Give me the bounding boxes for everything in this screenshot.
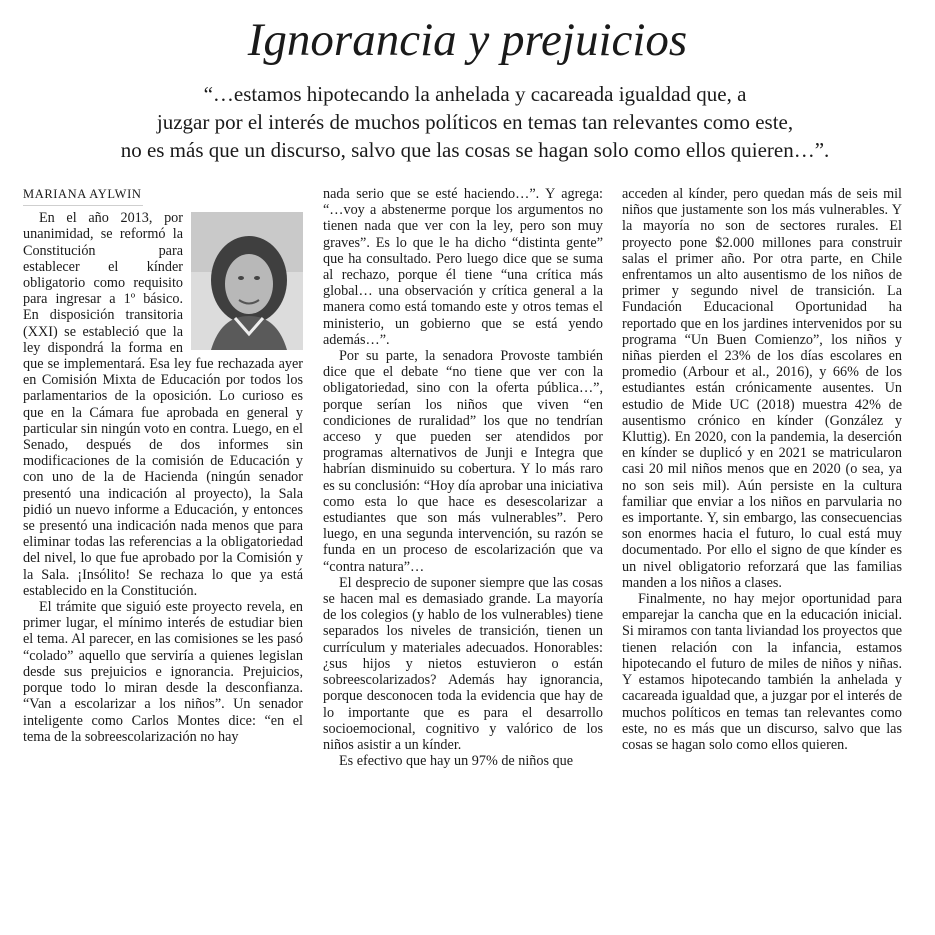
paragraph: En el año 2013, por unanimidad, se reformó la Constitución para establecer el kínder obligatorio como requisito para ingresar a 1º básico. En disposición transitoria (XXI) se estableció que la ley dispondrá la forma en que se implementará. Esa ley fue rechazada ayer en Comisión Mixta de Educación por todos los parlamentarios de la oposición. Lo curioso es que en la Cámara fue aprobada en general y particular sin ningún voto en contra. Luego, en el Senado, después de dos informes sin modificaciones de la comisión de Educación y con uno de la de Hacienda (ningún senador presentó una indicación al proyecto), la Sala pidió un nuevo informe a Educación, y entonces se presentó una indicación nada menos que para eliminar todas las referencias a la obligatoriedad del nivel, lo que fue aprobado por la Comisión y la Sala. ¡Insólito! Se rechaza lo que ya está establecido en la Constitución.: [23, 210, 303, 599]
pull-quote-line: juzgar por el interés de muchos políticos en temas tan relevantes como este,: [156, 110, 794, 134]
pull-quote-line: “…estamos hipotecando la anhelada y cacareada igualdad que, a: [203, 82, 747, 106]
author-byline: MARIANA AYLWIN: [23, 186, 143, 206]
author-photo: [191, 212, 303, 350]
paragraph: El desprecio de suponer siempre que las cosas se hacen mal es demasiado grande. La mayoría de los colegios (y hablo de los vulnerables) tiene separados los niveles de transición, tienen un currículum y materiales adecuados. Honorables: ¿sus hijos y nietos estuvieron o están sobreescolarizados? Además hay ignorancia, porque desconocen toda la evidencia que hay de lo importante que es para el desarrollo socioemocional, cognitivo y valórico de los niños asistir a un kínder.: [323, 574, 603, 753]
paragraph: Es efectivo que hay un 97% de niños que: [339, 753, 574, 770]
article-column-3: [622, 186, 902, 753]
article-column-2: [323, 186, 603, 769]
paragraph: El trámite que siguió este proyecto revela, en primer lugar, el mínimo interés de estudiar bien el tema. Al parecer, en las comisiones se les pasó “colado” aquello que serviría a quienes legislan desde sus prejuicios e ignorancia. Prejuicios, porque todo lo miran desde la desconfianza. “Van a escolarizar a los niños”. Un senador inteligente como Carlos Montes dice: “en el tema de la sobreescolarización no hay: [23, 599, 303, 745]
author-portrait-icon: [191, 212, 303, 350]
pull-quote-line: no es más que un discurso, salvo que las cosas se hagan solo como ellos quieren…”.: [120, 138, 830, 162]
paragraph: acceden al kínder, pero quedan más de seis mil niños que justamente son los más vulnerables. Y la mayoría no son de sectores rurales. El proyecto pone $2.000 millones para construir salas el primer año. Por otra parte, en Chile enfrentamos un alto ausentismo de los niños de primer y segundo nivel de transición. La Fundación Educacional Oportunidad ha reportado que en los jardines intervenidos por su programa “Un Buen Comienzo”, los niños y niñas pierden el 23% de los días escolares en promedio (Arbour et al., 2016), y 66% de los estudiantes están crónicamente ausentes. Un estudio de Mide UC (2018) muestra 42% de ausentismo crónico en kínder (González y Kluttig). En 2020, con la pandemia, la deserción en kínder se duplicó y en 2021 se matricularon casi 20 mil niños menos que en 2020 (o sea, ya no son seis mil). Aún persiste en la cultura familiar que enviar a los niños en parvularia no es importante. Y, sin embargo, las consecuencias son enormes hacia el futuro, lo cual está muy documentado. Por ello el signo de que kínder es un nivel obligatorio reforzará que las familias manden a los niños a clases.: [622, 186, 902, 591]
pull-quote: [70, 80, 880, 164]
article-column-1: [23, 186, 303, 745]
article-title: Ignorancia y prejuicios: [247, 14, 688, 66]
paragraph: Por su parte, la senadora Provoste también dice que el debate “no tiene que ver con la obligatoriedad, sino con la oferta pública…”, porque serían los niños que viven “en condiciones de ruralidad” los que no tendrían acceso y que pueden ser atendidos por programas alternativos de Junji e Integra que habrían disminuido su cobertura. Y lo más raro es su conclusión: “Hoy día aprobar una iniciativa como esta lo que hace es desescolarizar a estudiantes que son más vulnerables”. Pero luego, en una segunda intervención, su razón se funda en un proceso de escolarización que va “contra natura”…: [323, 348, 603, 575]
paragraph: nada serio que se esté haciendo…”. Y agrega: “…voy a abstenerme porque los argumentos no tienen nada que ver con la ley, pero son muy graves”. Es lo que le ha dicho “distinta gente” que ha consultado. Pero luego dice que se suma al rechazo, porque él tiene “una crítica más global… una observación y crítica general a la manera como está tomando este y otros temas el ministerio, un gobierno que se está yendo además…”.: [323, 186, 603, 348]
paragraph: Finalmente, no hay mejor oportunidad para emparejar la cancha que en la educación inicial. Si miramos con tanta liviandad los proyectos que tienen relación con la infancia, estamos hipotecando el futuro de miles de niños y niñas. Y estamos hipotecando también la anhelada y cacareada igualdad que, a juzgar por el interés de muchos políticos en temas tan relevantes como este, no es más que un discurso, salvo que las cosas se hagan solo como ellos quieren.: [622, 591, 902, 753]
